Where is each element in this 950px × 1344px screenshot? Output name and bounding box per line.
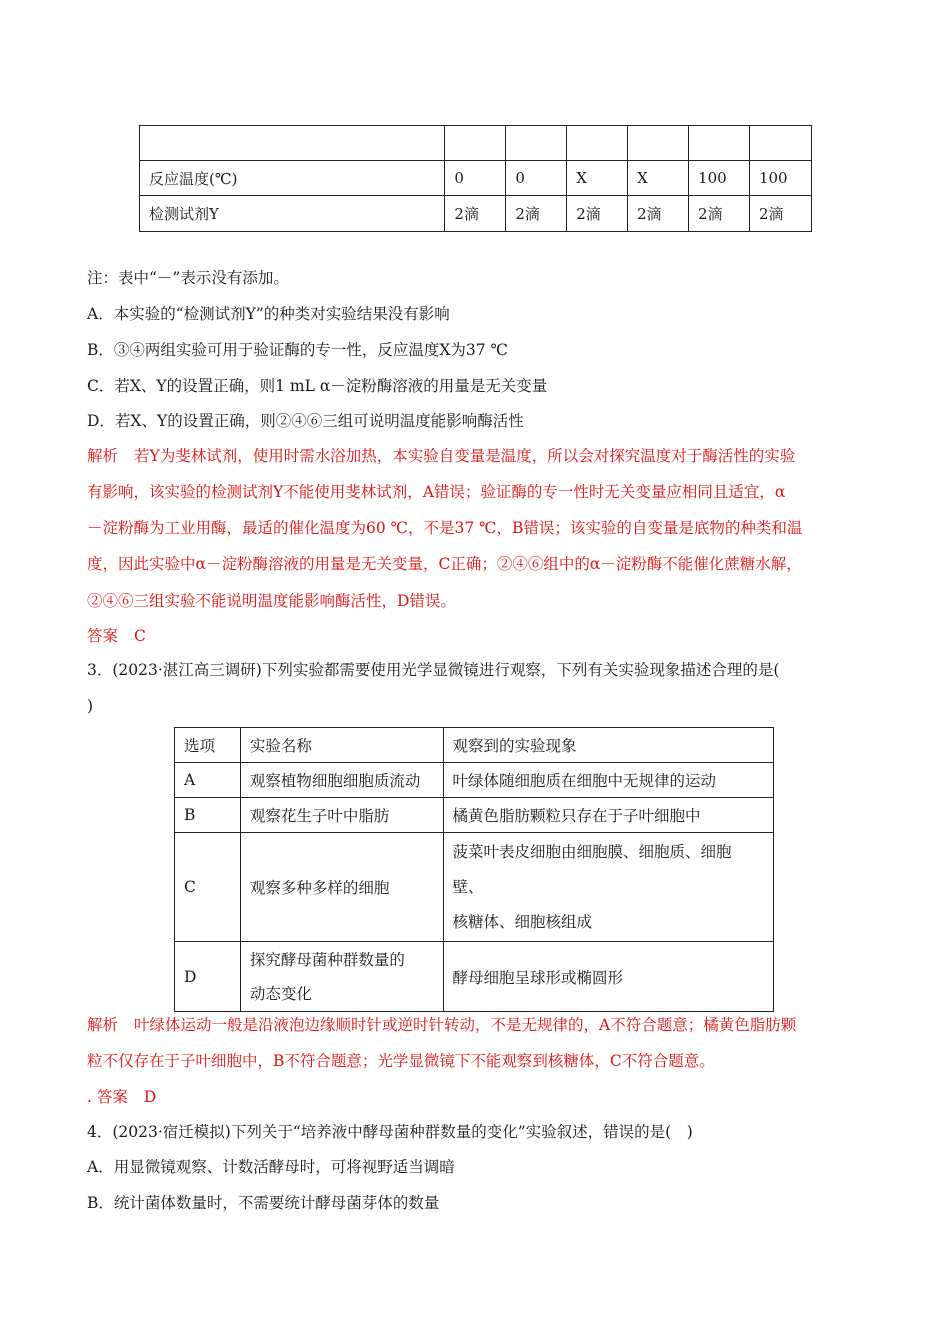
analysis-line: 粒不仅存在于子叶细胞中，B不符合题意；光学显微镜下不能观察到核糖体，C不符合题意。 (87, 1052, 715, 1070)
table-cell: 2滴 (445, 196, 506, 232)
answer-label: . 答案 (87, 1088, 128, 1106)
option-b: B．统计菌体数量时，不需要统计酵母菌芽体的数量 (87, 1194, 440, 1212)
table-cell (506, 126, 567, 161)
table-row (175, 942, 774, 1012)
table-row (175, 763, 774, 798)
analysis-text: 若Y为斐林试剂，使用时需水浴加热，本实验自变量是温度，所以会对探究温度对于酶活性的实验 (134, 447, 796, 465)
phenomenon-cell (443, 833, 773, 942)
table-cell: X (628, 161, 689, 196)
name-line: 动态变化 (249, 984, 312, 1003)
table-cell: 0 (506, 161, 567, 196)
option-cell: C (175, 833, 241, 942)
table-cell (689, 126, 750, 161)
table-cell: 2滴 (628, 196, 689, 232)
table-row (175, 833, 774, 942)
row-label: 反应温度(℃) (140, 161, 445, 196)
analysis-line (87, 1015, 796, 1035)
table-row (140, 126, 812, 161)
option-cell: D (175, 942, 241, 1012)
option-a: A．用显微镜观察、计数活酵母时，可将视野适当调暗 (87, 1158, 455, 1176)
table-header-row (175, 728, 774, 763)
analysis-text: 叶绿体运动一般是沿液泡边缘顺时针或逆时针转动，不是无规律的，A不符合题意；橘黄色脂肪颗 (134, 1016, 797, 1034)
phenomenon-line: 菠菜叶表皮细胞由细胞膜、细胞质、细胞 (452, 842, 732, 861)
table-cell: 2滴 (749, 196, 811, 232)
name-cell: 观察植物细胞细胞质流动 (240, 763, 443, 798)
experiment-options-table (174, 727, 774, 1012)
analysis-line: 度，因此实验中α－淀粉酶溶液的用量是无关变量，C正确；②④⑥组中的α－淀粉酶不能催化蔗糖水解， (87, 555, 802, 573)
phenomenon-cell: 叶绿体随细胞质在细胞中无规律的运动 (443, 763, 773, 798)
table-cell (140, 126, 445, 161)
table-cell (628, 126, 689, 161)
row-label: 检测试剂Y (140, 196, 445, 232)
option-a: A．本实验的“检测试剂Y”的种类对实验结果没有影响 (87, 305, 450, 323)
option-cell: A (175, 763, 241, 798)
table-cell (445, 126, 506, 161)
experiment-table (139, 125, 812, 232)
table-cell: X (567, 161, 628, 196)
name-cell: 观察花生子叶中脂肪 (240, 798, 443, 833)
option-b: B．③④两组实验可用于验证酶的专一性，反应温度X为37 ℃ (87, 341, 508, 359)
phenomenon-line: 壁、 (452, 877, 484, 896)
answer-value: D (143, 1088, 157, 1106)
table-cell: 100 (749, 161, 811, 196)
analysis-label: 解析 (87, 1016, 119, 1034)
table-row (175, 798, 774, 833)
answer-value: C (134, 627, 146, 645)
analysis-line: 有影响，该实验的检测试剂Y不能使用斐林试剂，A错误；验证酶的专一性时无关变量应相同且适宜，α (87, 483, 786, 501)
table-row (140, 161, 812, 196)
phenomenon-cell: 橘黄色脂肪颗粒只存在于子叶细胞中 (443, 798, 773, 833)
table-row (140, 196, 812, 232)
table-cell: 2滴 (506, 196, 567, 232)
column-header: 实验名称 (240, 728, 443, 763)
table-cell: 100 (689, 161, 750, 196)
analysis-line: ②④⑥三组实验不能说明温度能影响酶活性，D错误。 (87, 592, 456, 610)
table-cell (749, 126, 811, 161)
option-d: D．若X、Y的设置正确，则②④⑥三组可说明温度能影响酶活性 (87, 412, 524, 430)
table-cell: 2滴 (567, 196, 628, 232)
question-stem: 3．(2023·湛江高三调研)下列实验都需要使用光学显微镜进行观察，下列有关实验现象描述合理的是( (87, 661, 780, 679)
answer-label: 答案 (87, 627, 119, 645)
answer-line (87, 1087, 156, 1107)
option-cell: B (175, 798, 241, 833)
column-header: 观察到的实验现象 (443, 728, 773, 763)
analysis-line: －淀粉酶为工业用酶，最适的催化温度为60 ℃，不是37 ℃，B错误；该实验的自变量是底物的种类和温 (87, 519, 803, 537)
name-cell (240, 942, 443, 1012)
phenomenon-line: 核糖体、细胞核组成 (452, 912, 593, 931)
name-cell: 观察多种多样的细胞 (240, 833, 443, 942)
table-note: 注：表中“－”表示没有添加。 (87, 269, 289, 287)
analysis-label: 解析 (87, 447, 119, 465)
question-stem-cont: ) (87, 697, 94, 715)
phenomenon-cell: 酵母细胞呈球形或椭圆形 (443, 942, 773, 1012)
question-stem: 4．(2023·宿迁模拟)下列关于“培养液中酵母菌种群数量的变化”实验叙述，错误的是( ) (87, 1123, 693, 1141)
answer-line (87, 626, 146, 646)
table-cell: 2滴 (689, 196, 750, 232)
option-c: C．若X、Y的设置正确，则1 mL α－淀粉酶溶液的用量是无关变量 (87, 377, 548, 395)
name-line: 探究酵母菌种群数量的 (249, 950, 405, 969)
column-header: 选项 (175, 728, 241, 763)
table-cell: 0 (445, 161, 506, 196)
analysis-line (87, 446, 795, 466)
table-cell (567, 126, 628, 161)
